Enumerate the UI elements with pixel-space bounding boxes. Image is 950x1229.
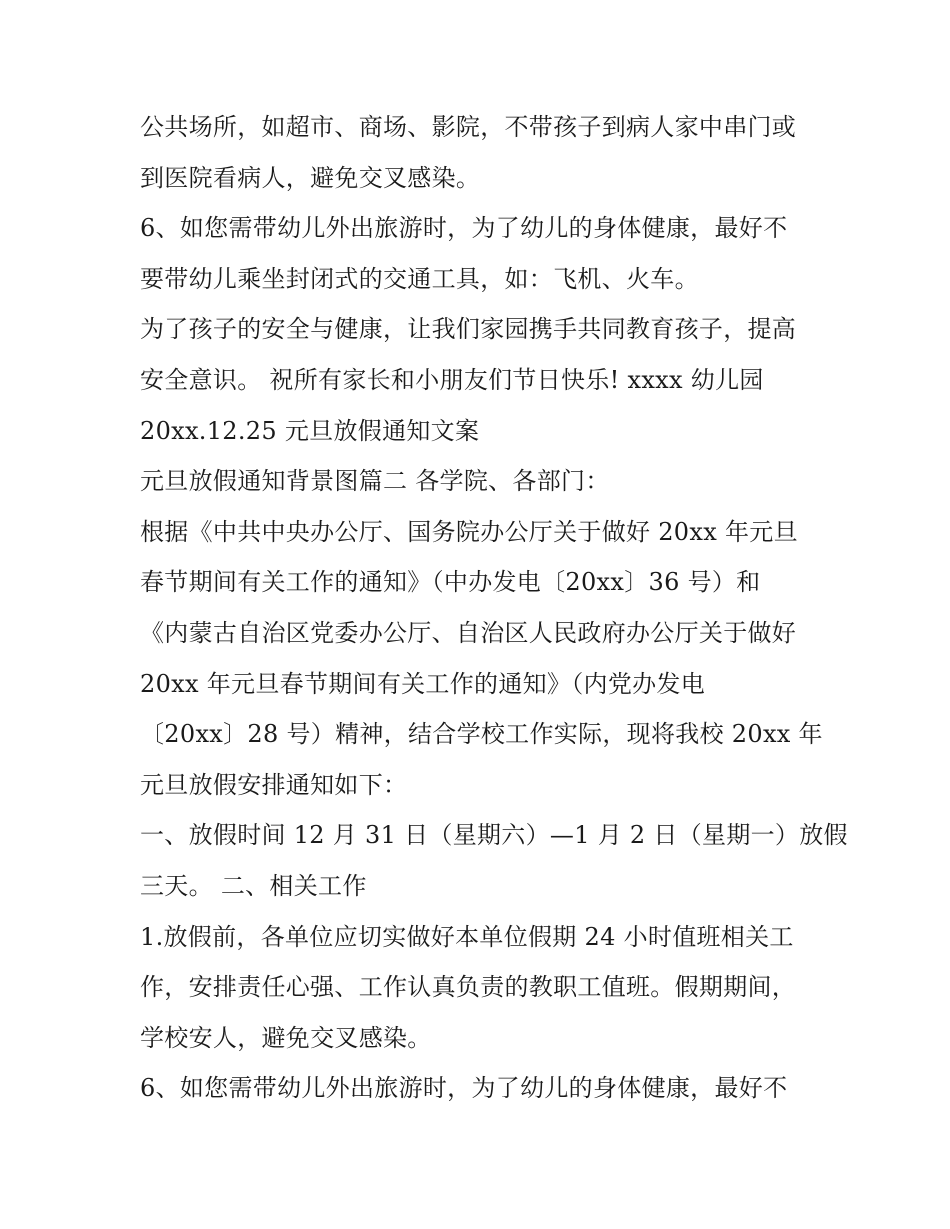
text-line: 20xx 年元旦春节期间有关工作的通知》（内党办发电	[140, 669, 706, 698]
text-line: 元旦放假安排通知如下：	[140, 770, 408, 799]
text-line: 要带幼儿乘坐封闭式的交通工具，如：飞机、火车。	[140, 264, 699, 293]
text-line: 6、如您需带幼儿外出旅游时，为了幼儿的身体健康，最好不	[140, 214, 788, 243]
text-line: 三天。 二、相关工作	[140, 871, 367, 900]
text-line: 元旦放假通知背景图篇二 各学院、各部门：	[140, 467, 610, 496]
text-line: 20xx.12.25 元旦放假通知文案	[140, 416, 480, 445]
text-line: 《内蒙古自治区党委办公厅、自治区人民政府办公厅关于做好	[140, 618, 797, 647]
text-line: 公共场所，如超市、商场、影院，不带孩子到病人家中串门或	[140, 113, 797, 141]
text-line: 根据《中共中央办公厅、国务院办公厅关于做好 20xx 年元旦	[140, 517, 798, 546]
text-line: 〔20xx〕28 号）精神，结合学校工作实际，现将我校 20xx 年	[140, 720, 823, 749]
text-line: 安全意识。 祝所有家长和小朋友们节日快乐! xxxx 幼儿园	[140, 365, 764, 394]
text-line: 作，安排责任心强、工作认真负责的教职工值班。假期期间，	[140, 973, 797, 1002]
document-body	[140, 102, 848, 1114]
text-line: 6、如您需带幼儿外出旅游时，为了幼儿的身体健康，最好不	[140, 1074, 788, 1103]
text-line: 1.放假前，各单位应切实做好本单位假期 24 小时值班相关工	[140, 922, 794, 951]
text-line: 到医院看病人，避免交叉感染。	[140, 163, 481, 192]
text-line: 一、放假时间 12 月 31 日（星期六）—1 月 2 日（星期一）放假	[140, 821, 848, 850]
text-line: 春节期间有关工作的通知》（中办发电〔20xx〕36 号）和	[140, 568, 761, 597]
text-line: 为了孩子的安全与健康，让我们家园携手共同教育孩子，提高	[140, 315, 797, 344]
text-line: 学校安人，避免交叉感染。	[140, 1023, 432, 1052]
